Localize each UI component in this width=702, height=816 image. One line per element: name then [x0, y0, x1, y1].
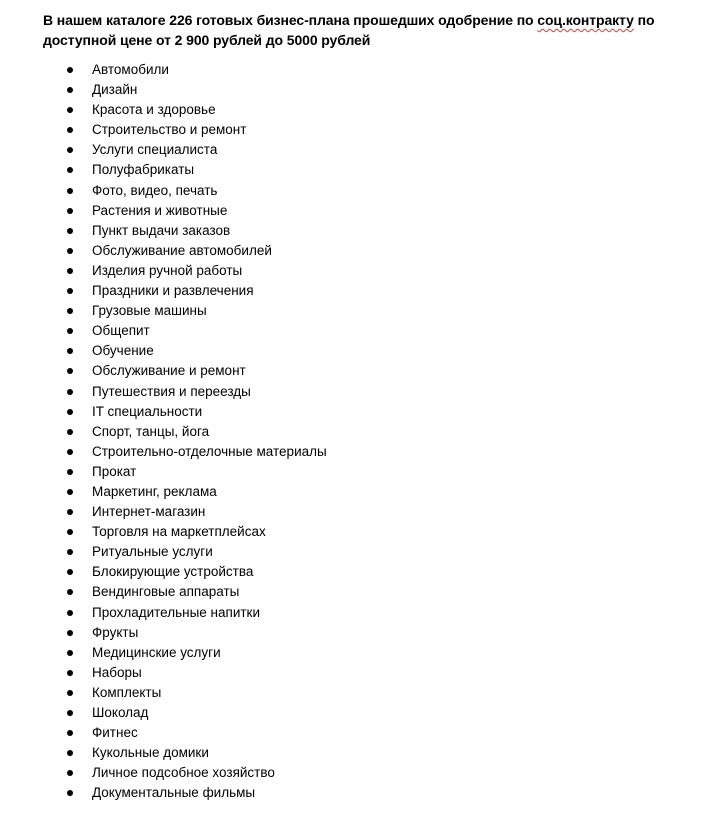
list-item-label: Обслуживание автомобилей — [92, 242, 272, 258]
bullet-icon — [67, 188, 73, 194]
bullet-icon — [67, 409, 73, 415]
bullet-icon — [67, 790, 73, 796]
list-item-label: Медицинские услуги — [92, 644, 221, 660]
bullet-icon — [67, 449, 73, 455]
list-item-label: Интернет-магазин — [92, 504, 206, 520]
list-item-label: Строительно-отделочные материалы — [92, 443, 327, 459]
bullet-icon — [67, 469, 73, 475]
list-item-label: Личное подсобное хозяйство — [92, 765, 275, 781]
list-item-label: Грузовые машины — [92, 303, 207, 319]
bullet-icon — [67, 529, 73, 535]
bullet-icon — [67, 710, 73, 716]
list-item-label: Полуфабрикаты — [92, 162, 195, 178]
list-item-label: Красота и здоровье — [92, 102, 216, 118]
heading-text-part2: по доступной цене от 2 900 рублей до 5000 рублей — [43, 12, 655, 48]
bullet-icon — [67, 429, 73, 435]
bullet-icon — [67, 750, 73, 756]
bullet-icon — [67, 268, 73, 274]
bullet-icon — [67, 589, 73, 595]
bullet-icon — [67, 730, 73, 736]
list-item-label: Прокат — [92, 463, 137, 479]
bullet-icon — [67, 208, 73, 214]
bullet-icon — [67, 348, 73, 354]
bullet-icon — [67, 87, 73, 93]
list-item-label: Прохладительные напитки — [92, 604, 260, 620]
list-item-label: Блокирующие устройства — [92, 564, 254, 580]
list-item-label: Торговля на маркетплейсах — [92, 524, 266, 540]
bullet-icon — [67, 67, 73, 73]
bullet-icon — [67, 328, 73, 334]
list-item-label: Праздники и развлечения — [92, 283, 254, 299]
heading-spellcheck-word: соц.контракту — [537, 12, 634, 28]
bullet-icon — [67, 107, 73, 113]
list-item-label: Дизайн — [92, 82, 138, 98]
bullet-icon — [67, 610, 73, 616]
bullet-icon — [67, 389, 73, 395]
list-item-label: Фитнес — [92, 725, 138, 741]
list-item-label: Общепит — [92, 323, 150, 339]
list-item-label: Обслуживание и ремонт — [92, 363, 246, 379]
list-item-label: IT специальности — [92, 403, 203, 419]
heading-text-part1: В нашем каталоге 226 готовых бизнес-плана прошедших одобрение по — [43, 12, 538, 28]
list-item-label: Обучение — [92, 343, 154, 359]
list-item-label: Изделия ручной работы — [92, 262, 243, 278]
bullet-icon — [67, 569, 73, 575]
bullet-icon — [67, 167, 73, 173]
bullet-icon — [67, 248, 73, 254]
list-item-label: Маркетинг, реклама — [92, 483, 217, 499]
bullet-icon — [67, 228, 73, 234]
bullet-icon — [67, 650, 73, 656]
list-item-label: Услуги специалиста — [92, 142, 218, 158]
list-item-label: Фрукты — [92, 624, 139, 640]
bullet-icon — [67, 549, 73, 555]
bullet-icon — [67, 630, 73, 636]
list-item-label: Автомобили — [92, 62, 169, 77]
list-item-label: Путешествия и переезды — [92, 383, 251, 399]
bullet-icon — [67, 147, 73, 153]
bullet-icon — [67, 690, 73, 696]
list-item-label: Растения и животные — [92, 202, 228, 218]
bullet-icon — [67, 509, 73, 515]
list-item-label: Наборы — [92, 664, 142, 680]
list-item-label: Документальные фильмы — [92, 785, 256, 801]
list-item-label: Комплекты — [92, 684, 162, 700]
bullet-icon — [67, 288, 73, 294]
bullet-icon — [67, 770, 73, 776]
bullet-icon — [67, 368, 73, 374]
bullet-icon — [67, 308, 73, 314]
list-item-label: Строительство и ремонт — [92, 122, 247, 138]
list-item-label: Фото, видео, печать — [92, 182, 218, 198]
bullet-icon — [67, 670, 73, 676]
document-heading — [43, 10, 683, 50]
bullet-icon — [67, 489, 73, 495]
list-item-label: Кукольные домики — [92, 745, 209, 761]
list-item-label: Пункт выдачи заказов — [92, 222, 231, 238]
bullet-icon — [67, 127, 73, 133]
list-item-label: Вендинговые аппараты — [92, 584, 240, 600]
list-item-label: Шоколад — [92, 705, 149, 720]
list-item-label: Спорт, танцы, йога — [92, 423, 210, 439]
list-item-label: Ритуальные услуги — [92, 544, 213, 560]
